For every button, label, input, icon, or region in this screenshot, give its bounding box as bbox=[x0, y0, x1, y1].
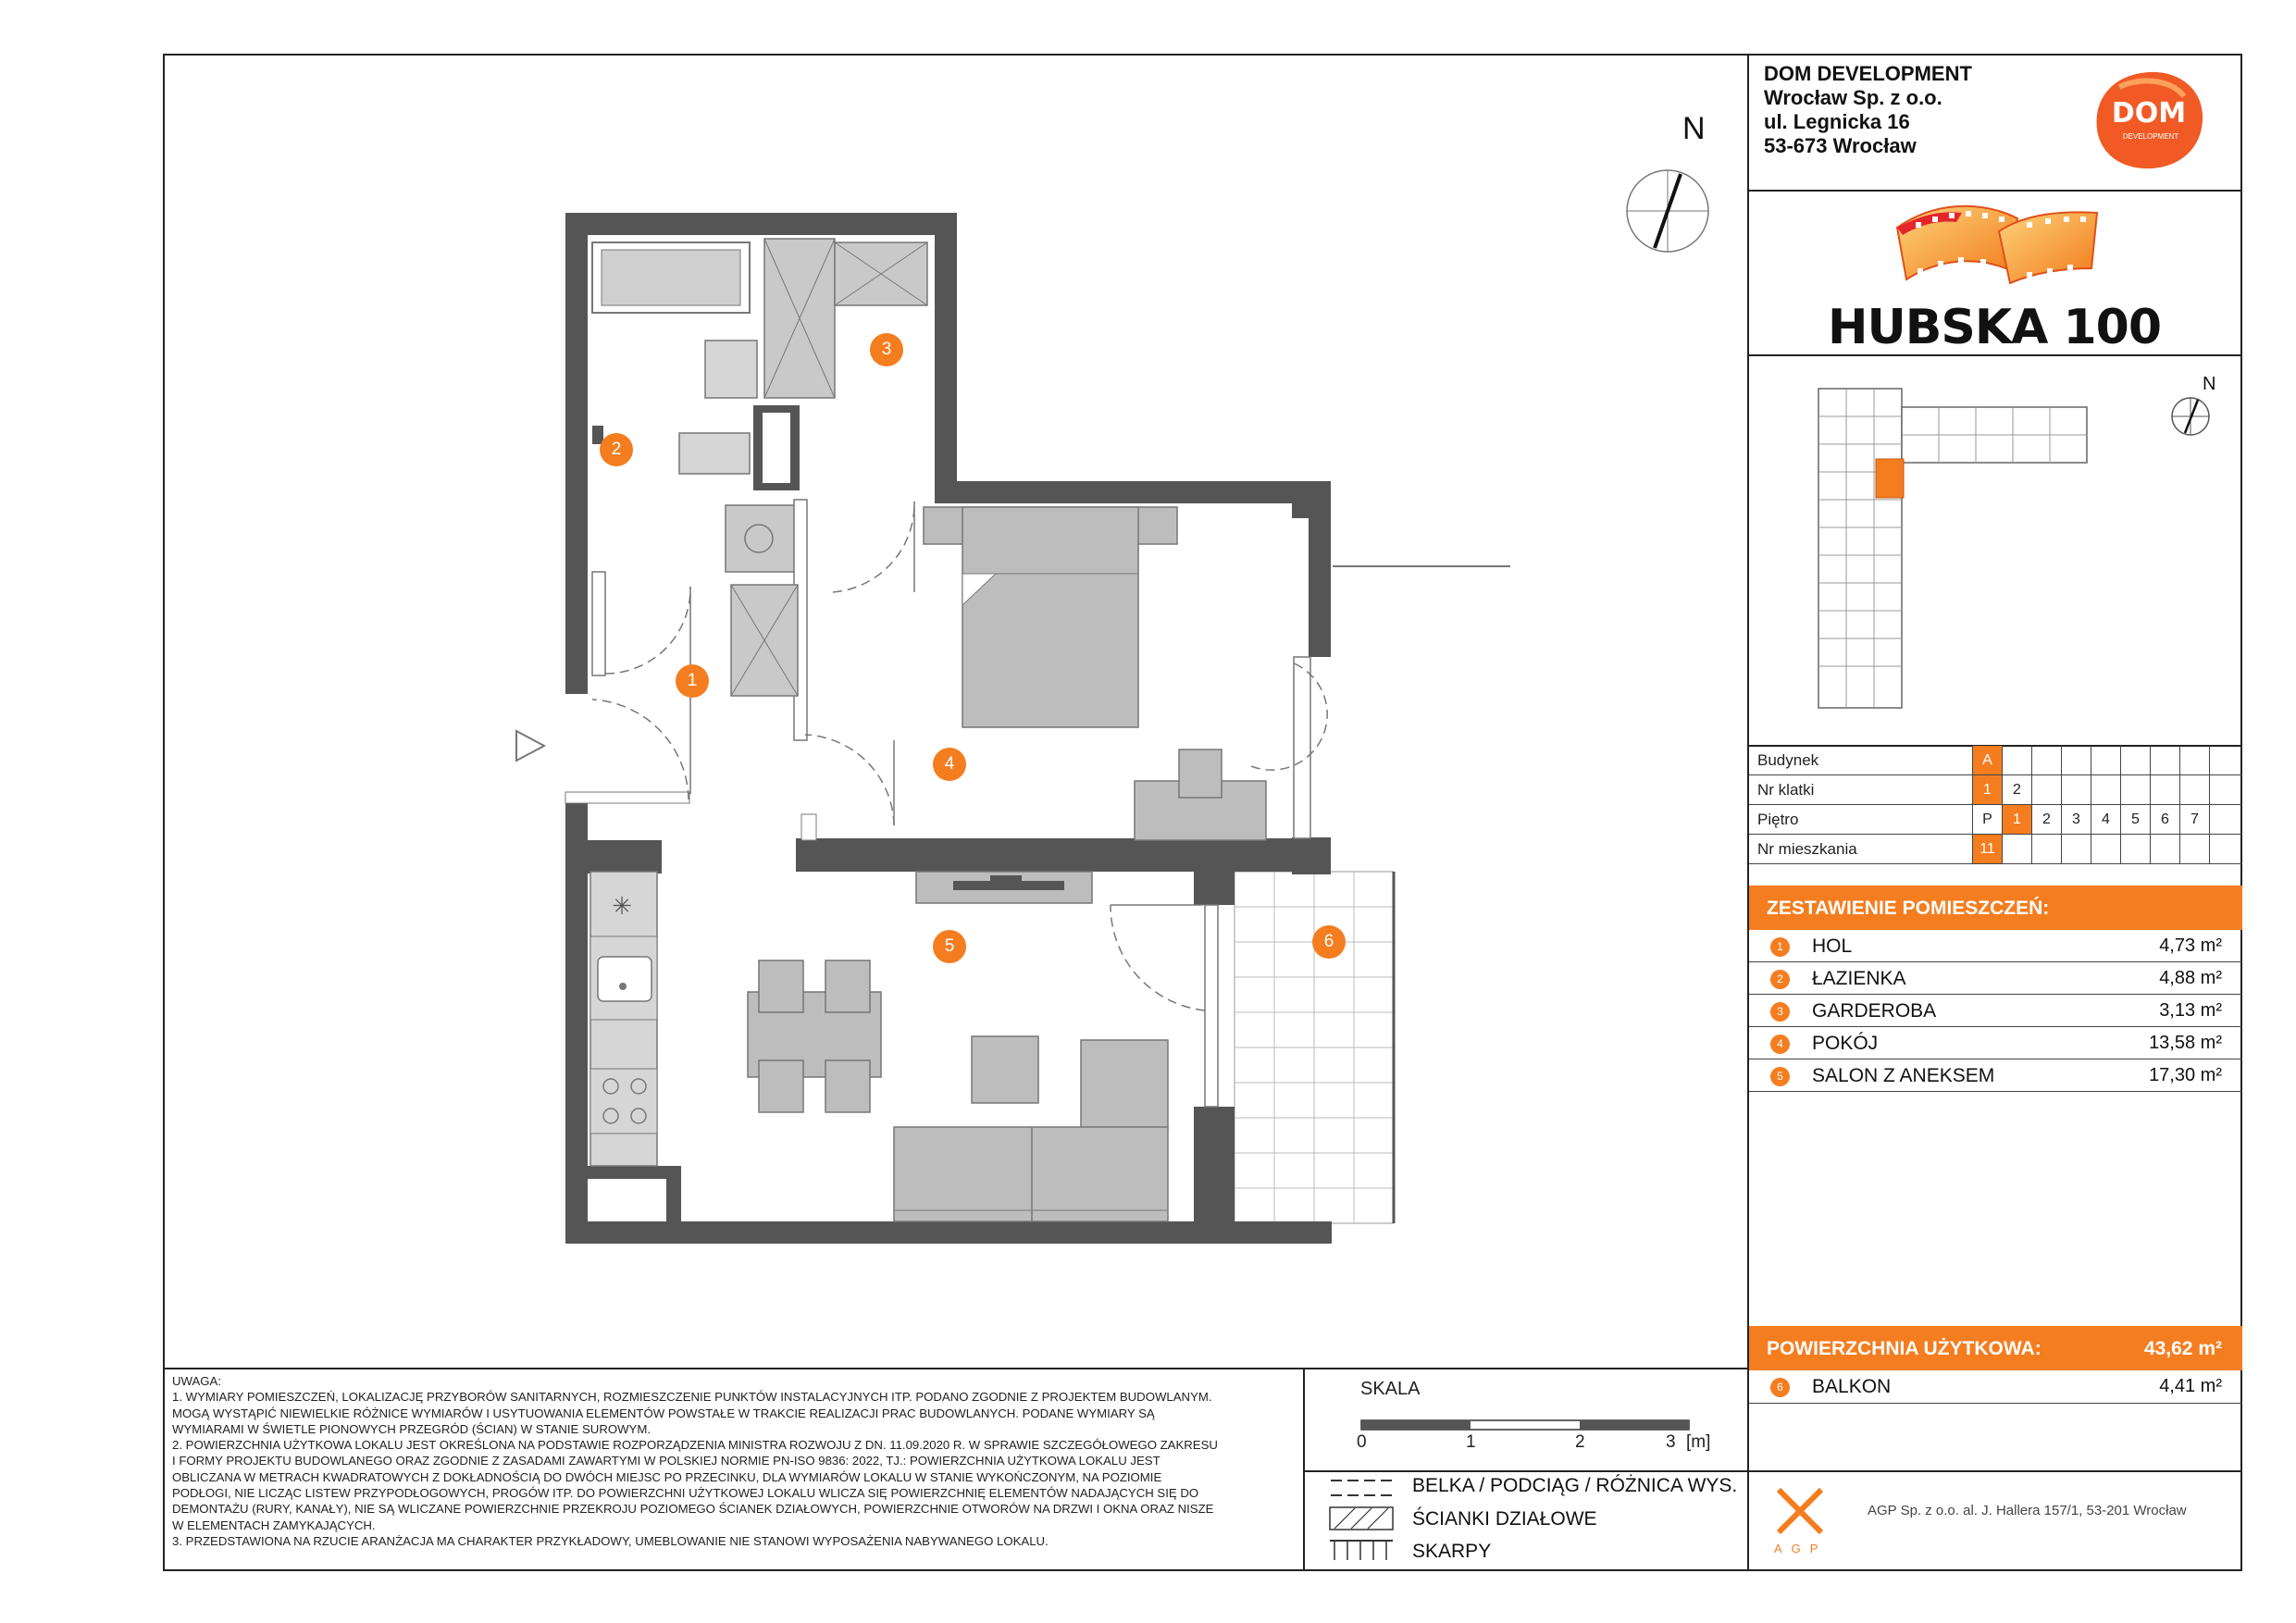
pietro-cell: 5 bbox=[2120, 805, 2150, 834]
total-area-bar bbox=[1749, 1326, 2242, 1370]
empty-cell bbox=[2061, 835, 2091, 863]
empty-cell bbox=[2150, 746, 2179, 774]
empty-cell bbox=[2061, 746, 2091, 774]
rooms-header-label: ZESTAWIENIE POMIESZCZEŃ: bbox=[1767, 898, 2050, 919]
scale-tick: 1 bbox=[1466, 1432, 1476, 1452]
room-area: 4,88 m² bbox=[2159, 968, 2222, 988]
room-row bbox=[1749, 962, 2242, 995]
empty-cell bbox=[2209, 835, 2239, 863]
room-label-badge: 3 bbox=[870, 333, 903, 366]
company-street: ul. Legnicka 16 bbox=[1764, 110, 1910, 133]
key-plan bbox=[1809, 379, 2105, 731]
scale-divider bbox=[1303, 1368, 1305, 1571]
designer-address: AGP Sp. z o.o. al. J. Hallera 157/1, 53-201 Wrocław bbox=[1868, 1503, 2187, 1518]
scale-tick: 0 bbox=[1357, 1432, 1367, 1452]
room-number-badge: 6 bbox=[1770, 1378, 1790, 1397]
total-area-value: 43,62 m² bbox=[2143, 1338, 2222, 1359]
pietro-cell: P bbox=[1972, 805, 2002, 834]
floor-plan bbox=[500, 204, 1536, 1268]
room-name: POKÓJ bbox=[1812, 1033, 1879, 1054]
empty-cell bbox=[2120, 746, 2150, 774]
budynek-label: Budynek bbox=[1757, 751, 1819, 769]
note-line: OBLICZANA W METRACH KWADRATOWYCH Z DOKŁADNOŚCIĄ DO DWÓCH MIEJSC PO PRZECINKU, DLA WYMIARÓW LOKALU W STANIE WYKOŃCZONYM, NA POZIOMIE bbox=[172, 1469, 1162, 1484]
room-name: ŁAZIENKA bbox=[1812, 968, 1906, 989]
room-area: 4,41 m² bbox=[2159, 1376, 2222, 1396]
note-line: MOGĄ WYSTĄPIĆ NIEWIELKIE RÓŻNICE WYMIARÓW I USYTUOWANIA ELEMENTÓW POWSTAŁE W TRAKCIE REALIZACJI PRAC BUDOWLANYCH. PODANE WYMIARY SĄ bbox=[172, 1406, 1155, 1420]
legend-divider bbox=[1303, 1470, 1749, 1472]
empty-cell bbox=[2091, 775, 2120, 804]
agp-label: AGP bbox=[1774, 1542, 1828, 1555]
empty-cell bbox=[2002, 835, 2031, 863]
info-row-pietro bbox=[1749, 805, 2242, 835]
klatka-cell: 2 bbox=[2002, 775, 2031, 804]
room-label-badge: 6 bbox=[1312, 925, 1346, 959]
empty-cell bbox=[2031, 835, 2061, 863]
scale-unit: [m] bbox=[1686, 1432, 1711, 1452]
room-name: SALON Z ANEKSEM bbox=[1812, 1065, 1995, 1086]
room-label-badge: 5 bbox=[933, 930, 966, 963]
note-line: WYMIARAMI W ŚWIETLE PIONOWYCH PRZEGRÓD (ŚCIAN) W STANIE SUROWYM. bbox=[172, 1421, 652, 1436]
note-line: 3. PRZEDSTAWIONA NA RZUCIE ARANŻACJA MA CHARAKTER PRZYKŁADOWY, UMEBLOWANIE NIE STANOWI WYPOSAŻENIA NABYWANEGO LOKALU. bbox=[172, 1533, 1049, 1548]
room-label-badge: 4 bbox=[933, 748, 966, 781]
note-line: W ELEMENTACH ZAMYKAJĄCYCH. bbox=[172, 1518, 376, 1532]
company-subname: Wrocław Sp. z o.o. bbox=[1764, 86, 1942, 109]
pietro-cell: 6 bbox=[2150, 805, 2179, 834]
pietro-cell: 1 bbox=[2002, 805, 2031, 834]
empty-cell bbox=[2150, 835, 2179, 863]
legend-partition-label: ŚCIANKI DZIAŁOWE bbox=[1412, 1508, 1597, 1530]
empty-cell bbox=[2031, 746, 2061, 774]
pietro-cell: 7 bbox=[2179, 805, 2209, 834]
legend-slope-icon bbox=[1329, 1538, 1394, 1562]
room-row bbox=[1749, 930, 2242, 962]
svg-text:DOM: DOM bbox=[2111, 97, 2187, 130]
empty-cell bbox=[2209, 775, 2239, 804]
rooms-header bbox=[1749, 886, 2242, 930]
panel-line bbox=[1747, 1470, 2242, 1472]
empty-cell bbox=[2179, 746, 2209, 774]
pietro-label: Piętro bbox=[1757, 811, 1799, 828]
empty-cell bbox=[2209, 805, 2239, 834]
legend-slope-label: SKARPY bbox=[1412, 1541, 1492, 1562]
notes-divider bbox=[163, 1368, 1749, 1369]
mini-compass bbox=[2170, 390, 2216, 437]
compass-icon bbox=[1621, 163, 1714, 255]
room-area: 13,58 m² bbox=[2149, 1033, 2222, 1053]
scale-tick: 3 bbox=[1666, 1432, 1676, 1452]
empty-cell bbox=[2091, 835, 2120, 863]
note-line: DEMONTAŻU (RURY, KANAŁY), NIE SĄ WLICZANE POWIERZCHNIE PRZEKROJU POZIOMEGO ŚCIANEK DZIAŁOWYCH, POWIERZCHNIE OTWORÓW NA DRZWI I OKNA ORAZ NISZE bbox=[172, 1502, 1214, 1517]
mieszkanie-cell: 11 bbox=[1972, 835, 2002, 863]
empty-cell bbox=[2091, 746, 2120, 774]
klatka-cell: 1 bbox=[1972, 775, 2002, 804]
legend-partition-icon bbox=[1329, 1506, 1394, 1530]
film-strip-graphic bbox=[1888, 194, 2110, 296]
dom-development-logo bbox=[2091, 68, 2206, 172]
total-area-label: POWIERZCHNIA UŻYTKOWA: bbox=[1767, 1338, 2042, 1359]
legend-beam-icon bbox=[1329, 1477, 1394, 1499]
info-row-klatka bbox=[1749, 775, 2242, 805]
nr-mieszkania-label: Nr mieszkania bbox=[1757, 840, 1857, 858]
info-row-mieszkanie bbox=[1749, 835, 2242, 864]
legend-beam-label: BELKA / PODCIĄG / RÓŻNICA WYS. bbox=[1412, 1475, 1738, 1496]
project-title: HUBSKA 100 bbox=[1827, 300, 2162, 355]
room-number-badge: 1 bbox=[1770, 937, 1790, 957]
room-name: HOL bbox=[1812, 935, 1853, 957]
company-name: DOM DEVELOPMENT bbox=[1764, 62, 1972, 85]
svg-text:✳: ✳ bbox=[612, 893, 632, 921]
note-line: I FORMY PROJEKTU BUDOWLANEGO ORAZ ZGODNIE Z ZASADAMI ZAWARTYMI W POLSKIEJ NORMIE PN-ISO 9836: 2022, TJ.: POWIERZCHNIA UŻYTKOWA LOKALU JEST bbox=[172, 1454, 1160, 1468]
panel-line bbox=[1747, 190, 2242, 192]
svg-text:DEVELOPMENT: DEVELOPMENT bbox=[2122, 132, 2179, 141]
room-number-badge: 4 bbox=[1770, 1035, 1790, 1054]
note-line: 2. POWIERZCHNIA UŻYTKOWA LOKALU JEST OKREŚLONA NA PODSTAWIE ROZPORZĄDZENIA MINISTRA ROZWOJU Z DN. 11.09.2020 R. W SPRAWIE SZCZEGÓŁOWEGO ZAKRESU bbox=[172, 1438, 1218, 1453]
notes-block bbox=[172, 1373, 1292, 1549]
company-address bbox=[1764, 62, 1972, 158]
pietro-cell: 3 bbox=[2061, 805, 2091, 834]
budynek-cell: A bbox=[1972, 746, 2002, 774]
room-label-badge: 2 bbox=[600, 433, 633, 466]
scale-bar bbox=[1360, 1419, 1694, 1432]
room-area: 4,73 m² bbox=[2159, 935, 2222, 956]
balcony-row bbox=[1749, 1370, 2242, 1404]
note-line: PODŁOGI, NIE LICZĄC LISTEW PRZYPODŁOGOWYCH, PROGÓW ITP. DO POWIERZCHNI UŻYTKOWEJ LOKALU WLICZA SIĘ POWIERZCHNIĘ ELEMENTÓW NADAJĄCYCH SIĘ DO bbox=[172, 1486, 1199, 1501]
empty-cell bbox=[2031, 775, 2061, 804]
room-name: GARDEROBA bbox=[1812, 1000, 1937, 1022]
room-row bbox=[1749, 1059, 2242, 1092]
room-row bbox=[1749, 995, 2242, 1027]
empty-cell bbox=[2061, 775, 2091, 804]
company-city: 53-673 Wrocław bbox=[1764, 134, 1917, 157]
room-number-badge: 2 bbox=[1770, 970, 1790, 989]
scale-tick: 2 bbox=[1575, 1432, 1585, 1452]
empty-cell bbox=[2150, 775, 2179, 804]
room-area: 17,30 m² bbox=[2149, 1065, 2222, 1085]
empty-cell bbox=[2120, 835, 2150, 863]
note-line: 1. WYMIARY POMIESZCZEŃ, LOKALIZACJĘ PRZYBORÓW SANITARNYCH, ROZMIESZCZENIE PUNKTÓW INSTALACYJNYCH ITP. PODANO ZGODNIE Z PROJEKTEM BUDOWLANYM. bbox=[172, 1390, 1212, 1405]
nr-klatki-label: Nr klatki bbox=[1757, 781, 1815, 799]
room-label-badge: 1 bbox=[676, 664, 709, 698]
empty-cell bbox=[2179, 775, 2209, 804]
room-name: BALKON bbox=[1812, 1376, 1892, 1397]
info-row-budynek bbox=[1749, 746, 2242, 775]
scale-title: SKALA bbox=[1360, 1379, 1421, 1399]
room-number-badge: 3 bbox=[1770, 1002, 1790, 1022]
mini-north-label: N bbox=[2203, 374, 2216, 394]
north-label: N bbox=[1682, 111, 1706, 146]
pietro-cell: 2 bbox=[2031, 805, 2061, 834]
pietro-cell: 4 bbox=[2091, 805, 2120, 834]
room-row bbox=[1749, 1027, 2242, 1059]
room-area: 3,13 m² bbox=[2159, 1000, 2222, 1021]
empty-cell bbox=[2179, 835, 2209, 863]
room-number-badge: 5 bbox=[1770, 1067, 1790, 1086]
empty-cell bbox=[2002, 746, 2031, 774]
note-line: UWAGA: bbox=[172, 1374, 221, 1388]
empty-cell bbox=[2209, 746, 2239, 774]
agp-logo-icon bbox=[1773, 1484, 1827, 1538]
empty-cell bbox=[2120, 775, 2150, 804]
